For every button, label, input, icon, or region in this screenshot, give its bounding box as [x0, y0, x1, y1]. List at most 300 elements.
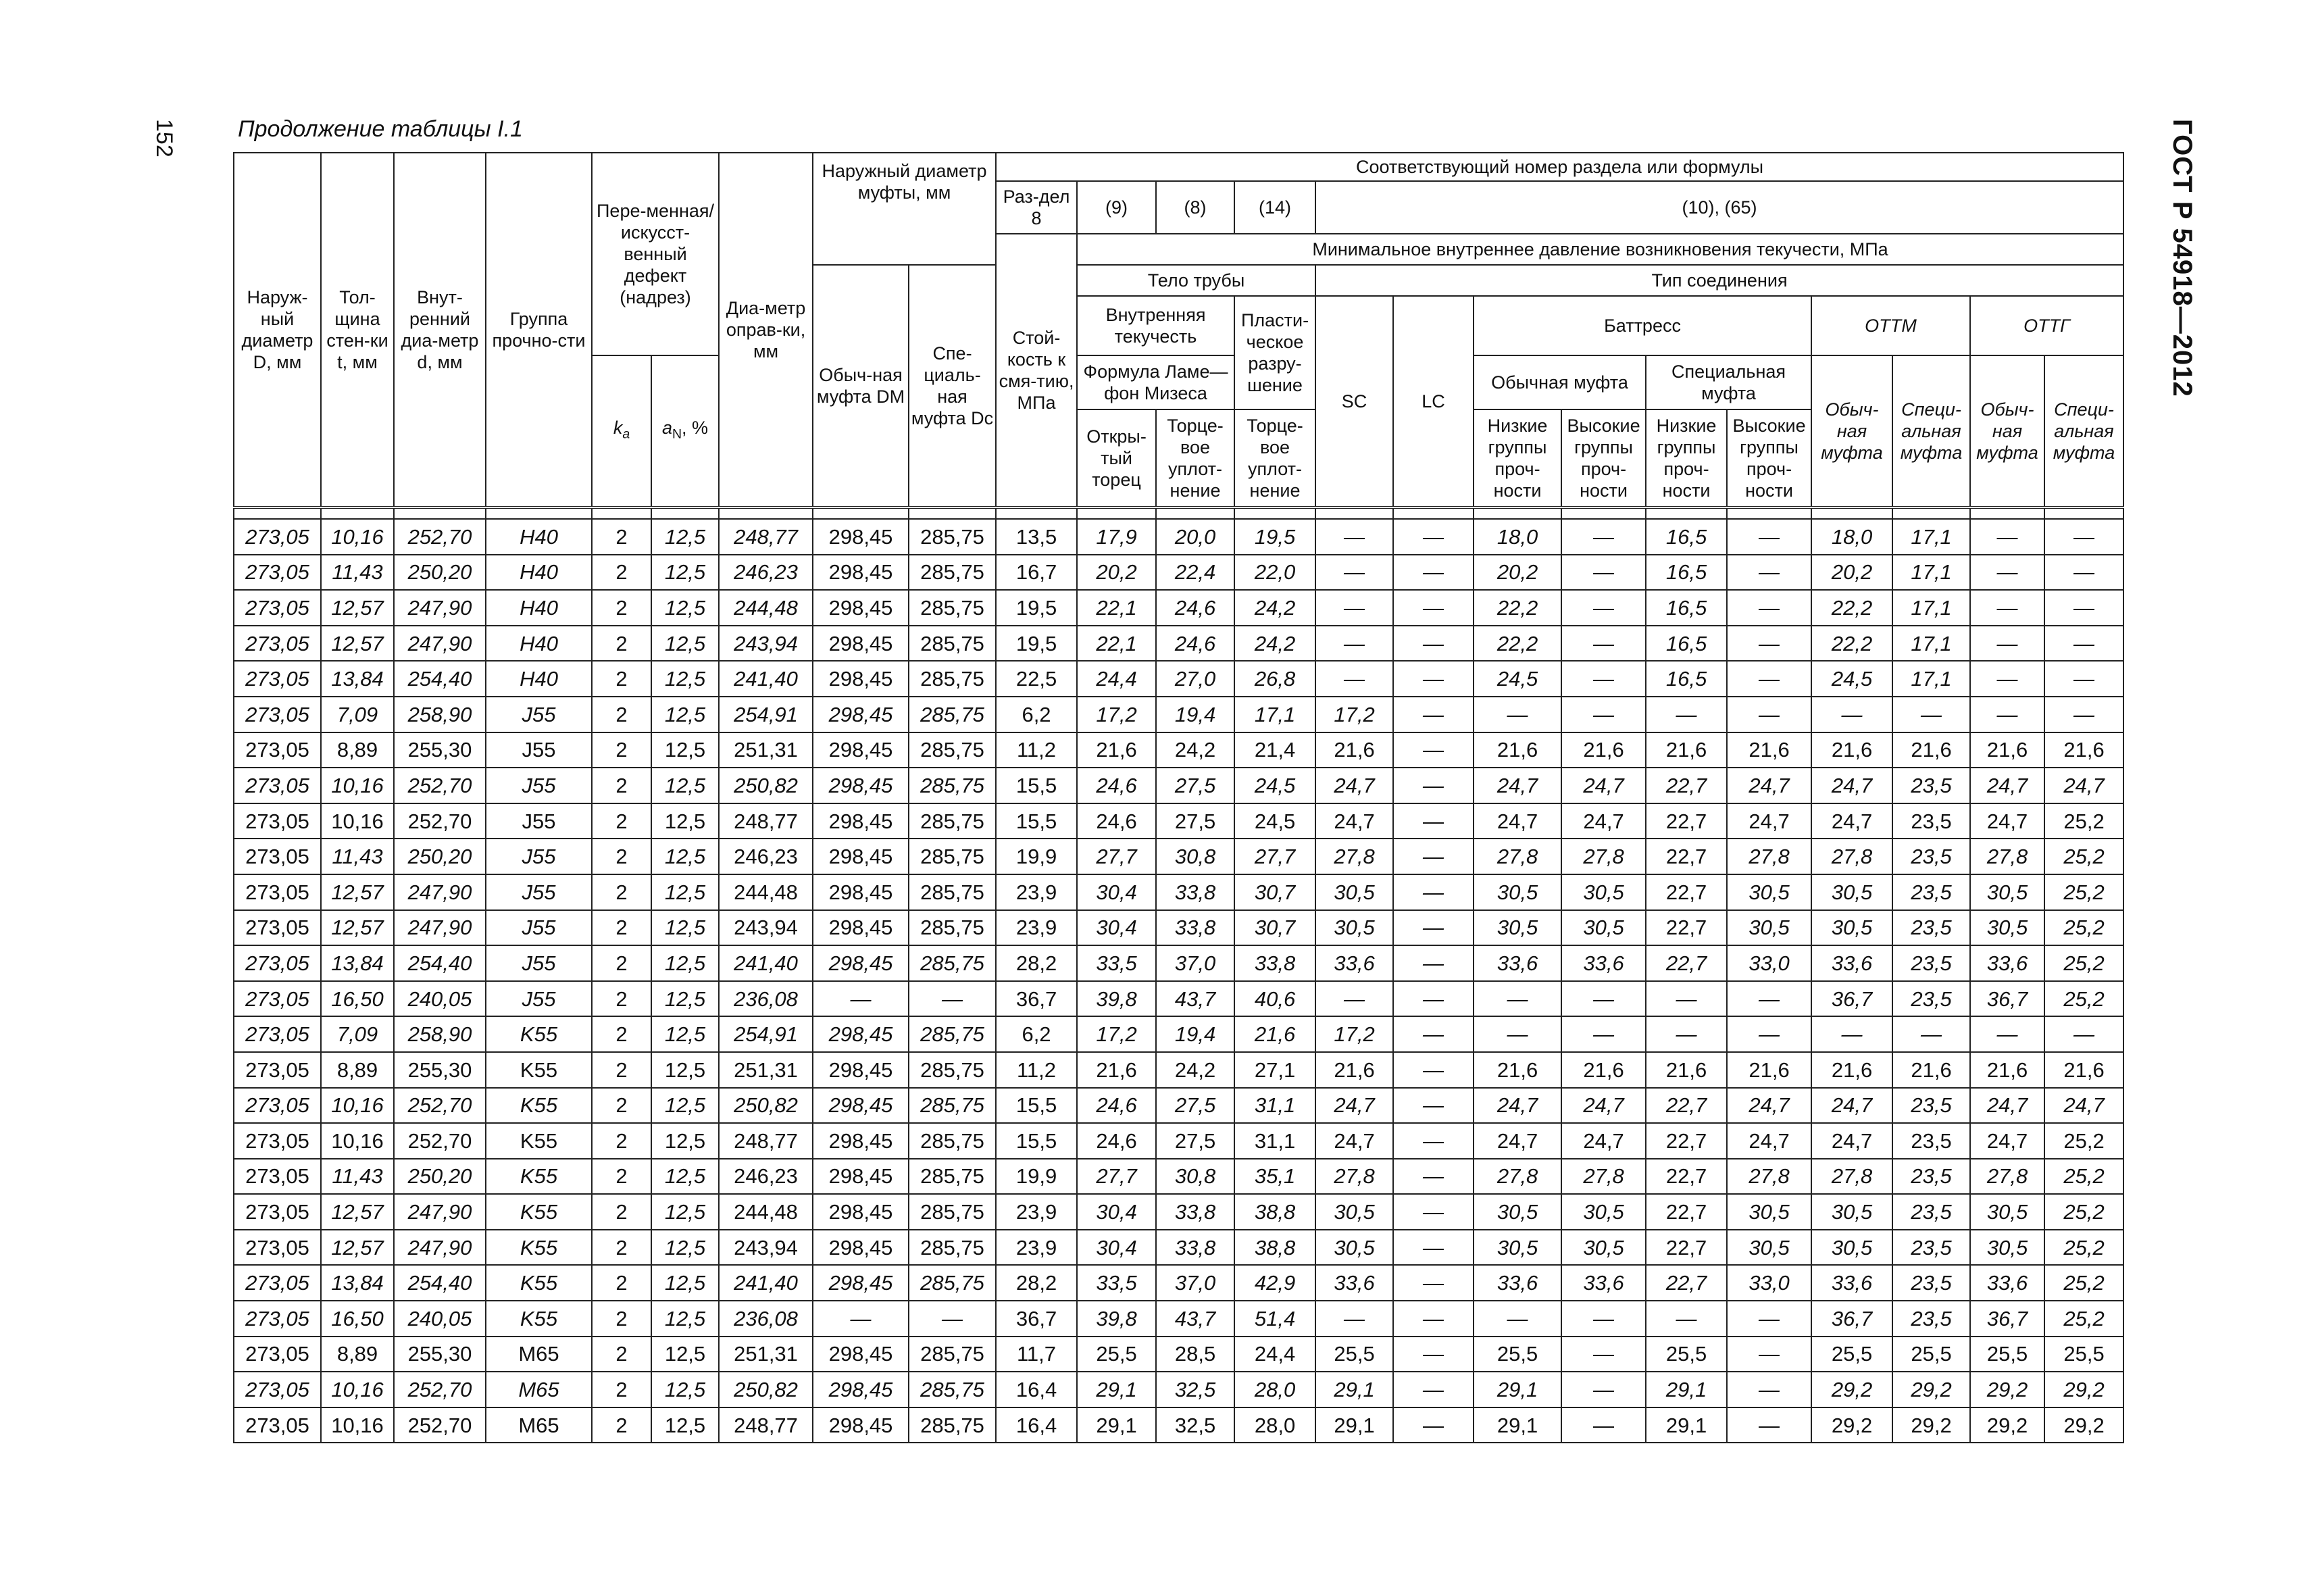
table-cell: 24,4 — [1234, 1337, 1315, 1372]
table-cell: 24,6 — [1156, 590, 1234, 626]
table-cell: 22,7 — [1646, 874, 1727, 910]
table-cell: 298,45 — [813, 1407, 909, 1443]
table-cell: 24,7 — [1970, 803, 2044, 839]
table-cell: 244,48 — [719, 590, 813, 626]
table-cell: — — [1892, 697, 1970, 732]
table-cell: 285,75 — [909, 803, 996, 839]
table-cell: 273,05 — [234, 1052, 321, 1088]
table-cell: 31,1 — [1234, 1123, 1315, 1159]
table-cell: — — [1561, 1301, 1646, 1337]
table-cell: — — [1315, 626, 1393, 662]
table-cell: 2 — [592, 697, 651, 732]
table-cell: 27,8 — [1315, 839, 1393, 874]
table-cell: 21,6 — [1892, 1052, 1970, 1088]
table-cell: 16,4 — [996, 1372, 1077, 1407]
table-cell: 17,1 — [1892, 519, 1970, 555]
table-row — [234, 945, 2123, 981]
table-cell: 2 — [592, 626, 651, 662]
section-title: Соответствующий номер раздела или формулы — [996, 153, 2123, 181]
table-cell: 19,9 — [996, 839, 1077, 874]
table-cell: 30,5 — [1970, 910, 2044, 946]
table-cell: 10,16 — [321, 768, 394, 803]
table-cell: 25,2 — [2044, 1194, 2123, 1230]
table-cell: — — [909, 981, 996, 1017]
table-cell: 240,05 — [394, 1301, 486, 1337]
table-cell: 273,05 — [234, 1337, 321, 1372]
table-cell: 23,5 — [1892, 1123, 1970, 1159]
table-cell: 298,45 — [813, 1372, 909, 1407]
table-cell: 30,5 — [1811, 874, 1892, 910]
table-cell: 2 — [592, 555, 651, 591]
table-cell: — — [1393, 1265, 1474, 1301]
page-number: 152 — [151, 119, 177, 157]
table-cell: 23,5 — [1892, 1265, 1970, 1301]
coupling-special-label: Спе-циаль-ная муфта Dc — [911, 343, 994, 428]
table-cell: 25,2 — [2044, 803, 2123, 839]
table-cell: 25,5 — [1315, 1337, 1393, 1372]
table-cell: — — [1393, 1016, 1474, 1052]
table-cell: 248,77 — [719, 1407, 813, 1443]
table-cell: 30,5 — [1970, 1230, 2044, 1266]
table-cell: 21,6 — [1561, 732, 1646, 768]
table-cell: K55 — [486, 1230, 592, 1266]
table-cell: J55 — [486, 768, 592, 803]
table-row — [234, 1123, 2123, 1159]
table-cell: 16,5 — [1646, 519, 1727, 555]
table-cell: — — [2044, 697, 2123, 732]
table-row — [234, 1159, 2123, 1195]
table-cell: 31,1 — [1234, 1088, 1315, 1124]
table-cell: 33,5 — [1077, 945, 1156, 981]
table-cell: 2 — [592, 874, 651, 910]
table-cell: 285,75 — [909, 1088, 996, 1124]
table-row — [234, 626, 2123, 662]
table-cell: 30,5 — [1315, 1194, 1393, 1230]
table-cell: 2 — [592, 839, 651, 874]
table-cell: — — [1727, 697, 1811, 732]
table-cell: 24,4 — [1077, 661, 1156, 697]
table-cell: — — [2044, 519, 2123, 555]
table-cell: 243,94 — [719, 1230, 813, 1266]
table-cell: 21,6 — [1970, 1052, 2044, 1088]
table-cell: 23,5 — [1892, 803, 1970, 839]
table-cell: 285,75 — [909, 732, 996, 768]
table-cell: 23,9 — [996, 1194, 1077, 1230]
table-cell: 19,5 — [996, 626, 1077, 662]
table-cell: 285,75 — [909, 555, 996, 591]
table-cell: 285,75 — [909, 697, 996, 732]
table-cell: 27,8 — [1727, 839, 1811, 874]
table-cell: — — [1393, 945, 1474, 981]
table-cell: 24,7 — [1561, 803, 1646, 839]
table-cell: 25,2 — [2044, 1230, 2123, 1266]
table-cell: 29,1 — [1077, 1407, 1156, 1443]
table-cell: 285,75 — [909, 1159, 996, 1195]
table-cell: 35,1 — [1234, 1159, 1315, 1195]
table-cell: 273,05 — [234, 626, 321, 662]
table-cell: 243,94 — [719, 910, 813, 946]
table-cell: 21,6 — [1892, 732, 1970, 768]
table-cell: 2 — [592, 981, 651, 1017]
table-cell: 252,70 — [394, 519, 486, 555]
table-cell: 24,7 — [1811, 803, 1892, 839]
table-cell: — — [1393, 626, 1474, 662]
table-cell: 22,2 — [1474, 590, 1561, 626]
table-cell: — — [1561, 1337, 1646, 1372]
buttress-special-title: Специальная муфта — [1646, 355, 1811, 409]
table-cell: 23,5 — [1892, 981, 1970, 1017]
col-ka: $k_a$ — [592, 355, 651, 507]
table-cell: 12,5 — [651, 981, 719, 1017]
table-cell: — — [1393, 768, 1474, 803]
table-cell: 285,75 — [909, 874, 996, 910]
table-cell: 285,75 — [909, 1372, 996, 1407]
table-cell: 30,5 — [1474, 874, 1561, 910]
table-cell: — — [1970, 1016, 2044, 1052]
table-cell: 11,2 — [996, 732, 1077, 768]
table-cell: 22,0 — [1234, 555, 1315, 591]
table-cell: 273,05 — [234, 590, 321, 626]
table-cell: 250,82 — [719, 1372, 813, 1407]
table-cell: 33,6 — [1315, 1265, 1393, 1301]
table-cell: 33,8 — [1156, 874, 1234, 910]
table-cell: 17,1 — [1892, 590, 1970, 626]
table-cell: 29,2 — [1970, 1407, 2044, 1443]
table-cell: — — [1474, 697, 1561, 732]
table-cell: 25,2 — [2044, 945, 2123, 981]
table-cell: 298,45 — [813, 661, 909, 697]
table-cell: 255,30 — [394, 1052, 486, 1088]
buttress-title: Баттресс — [1474, 296, 1811, 355]
table-cell: 25,5 — [2044, 1337, 2123, 1372]
table-cell: 16,7 — [996, 555, 1077, 591]
table-cell: 273,05 — [234, 839, 321, 874]
table-cell: 27,8 — [1474, 839, 1561, 874]
table-cell: 25,5 — [1474, 1337, 1561, 1372]
table-cell: 15,5 — [996, 803, 1077, 839]
table-cell: 30,8 — [1156, 1159, 1234, 1195]
table-cell: — — [1393, 697, 1474, 732]
table-cell: 273,05 — [234, 1230, 321, 1266]
table-cell: 6,2 — [996, 697, 1077, 732]
table-cell: 21,6 — [1315, 1052, 1393, 1088]
conn-type-title: Тип соединения — [1315, 265, 2123, 296]
table-row — [234, 910, 2123, 946]
table-cell: 273,05 — [234, 697, 321, 732]
table-cell: 8,89 — [321, 732, 394, 768]
table-cell: 252,70 — [394, 1407, 486, 1443]
table-cell: 298,45 — [813, 590, 909, 626]
table-cell: 12,5 — [651, 590, 719, 626]
table-cell: 8,89 — [321, 1337, 394, 1372]
table-row — [234, 803, 2123, 839]
table-cell: 20,2 — [1811, 555, 1892, 591]
table-cell: 8,89 — [321, 1052, 394, 1088]
table-cell: 19,5 — [996, 590, 1077, 626]
table-cell: — — [1727, 1301, 1811, 1337]
table-cell: 25,5 — [1646, 1337, 1727, 1372]
table-row — [234, 1372, 2123, 1407]
table-cell: 23,5 — [1892, 1230, 1970, 1266]
table-cell: 247,90 — [394, 626, 486, 662]
col-lc: LC — [1393, 296, 1474, 507]
table-cell: 30,4 — [1077, 1194, 1156, 1230]
col-buttress-low-2: Низкие группы проч-ности — [1646, 409, 1727, 507]
table-row — [234, 1088, 2123, 1124]
table-cell: 33,6 — [1970, 1265, 2044, 1301]
table-cell: 285,75 — [909, 1265, 996, 1301]
table-cell: 22,7 — [1646, 945, 1727, 981]
table-cell: 17,2 — [1315, 1016, 1393, 1052]
col-ottg-regular: Обыч-ная муфта — [1970, 355, 2044, 507]
table-cell: 16,4 — [996, 1407, 1077, 1443]
table-cell: 30,5 — [1474, 1194, 1561, 1230]
table-cell: 246,23 — [719, 839, 813, 874]
table-cell: 12,5 — [651, 732, 719, 768]
table-cell: 252,70 — [394, 768, 486, 803]
table-cell: — — [813, 981, 909, 1017]
table-cell: 24,2 — [1234, 590, 1315, 626]
table-cell: 298,45 — [813, 1230, 909, 1266]
table-cell: 24,7 — [1811, 768, 1892, 803]
table-cell: — — [1561, 1372, 1646, 1407]
table-row — [234, 1301, 2123, 1337]
table-row — [234, 1407, 2123, 1443]
table-cell: — — [1393, 1088, 1474, 1124]
table-cell: 24,7 — [1811, 1123, 1892, 1159]
table-cell: 27,0 — [1156, 661, 1234, 697]
col-end-seal-2: Торце-вое уплот-нение — [1234, 409, 1315, 507]
table-cell: — — [1315, 590, 1393, 626]
table-cell: 241,40 — [719, 945, 813, 981]
table-cell: H40 — [486, 555, 592, 591]
table-cell: 22,4 — [1156, 555, 1234, 591]
table-cell: K55 — [486, 1159, 592, 1195]
table-cell: 21,6 — [1811, 1052, 1892, 1088]
table-cell: 28,2 — [996, 1265, 1077, 1301]
table-cell: K55 — [486, 1265, 592, 1301]
table-cell: 24,7 — [1561, 1123, 1646, 1159]
table-cell: 22,7 — [1646, 839, 1727, 874]
table-cell: — — [1727, 1407, 1811, 1443]
table-cell: 23,5 — [1892, 768, 1970, 803]
table-cell: M65 — [486, 1407, 592, 1443]
table-cell: 12,5 — [651, 945, 719, 981]
table-cell: 236,08 — [719, 1301, 813, 1337]
table-cell: 17,2 — [1077, 1016, 1156, 1052]
table-cell: 17,2 — [1315, 697, 1393, 732]
table-cell: — — [1892, 1016, 1970, 1052]
table-cell: 36,7 — [996, 981, 1077, 1017]
table-cell: 285,75 — [909, 661, 996, 697]
table-cell: 43,7 — [1156, 981, 1234, 1017]
table-cell: 32,5 — [1156, 1372, 1234, 1407]
table-cell: 20,0 — [1156, 519, 1234, 555]
table-cell: 273,05 — [234, 945, 321, 981]
table-cell: 273,05 — [234, 1123, 321, 1159]
table-cell: 38,8 — [1234, 1230, 1315, 1266]
table-cell: 12,57 — [321, 1194, 394, 1230]
table-cell: — — [1393, 661, 1474, 697]
table-cell: 255,30 — [394, 732, 486, 768]
table-cell: 12,5 — [651, 1265, 719, 1301]
table-cell: 22,2 — [1474, 626, 1561, 662]
table-cell: 27,5 — [1156, 768, 1234, 803]
table-cell: 252,70 — [394, 1123, 486, 1159]
table-cell: 241,40 — [719, 1265, 813, 1301]
table-cell: 29,2 — [1892, 1407, 1970, 1443]
table-cell: H40 — [486, 661, 592, 697]
table-cell: 2 — [592, 1407, 651, 1443]
table-cell: 258,90 — [394, 697, 486, 732]
table-cell: 29,1 — [1474, 1407, 1561, 1443]
table-cell: 2 — [592, 1265, 651, 1301]
table-cell: 23,5 — [1892, 1301, 1970, 1337]
table-cell: 25,2 — [2044, 910, 2123, 946]
table-cell: — — [1727, 1372, 1811, 1407]
table-cell: — — [1970, 697, 2044, 732]
table-cell: 2 — [592, 803, 651, 839]
table-cell: 298,45 — [813, 1088, 909, 1124]
table-cell: 24,5 — [1811, 661, 1892, 697]
table-cell: 30,5 — [1561, 1194, 1646, 1230]
table-cell: 25,5 — [1077, 1337, 1156, 1372]
table-cell: 30,5 — [1811, 910, 1892, 946]
table-cell: 22,7 — [1646, 1123, 1727, 1159]
table-cell: 251,31 — [719, 1052, 813, 1088]
table-cell: 33,8 — [1156, 1230, 1234, 1266]
table-cell: 247,90 — [394, 1194, 486, 1230]
table-cell: 16,5 — [1646, 626, 1727, 662]
table-cell: 30,5 — [1315, 910, 1393, 946]
table-cell: 30,5 — [1315, 874, 1393, 910]
table-cell: — — [1393, 1123, 1474, 1159]
table-cell: 2 — [592, 1052, 651, 1088]
col-buttress-high-2: Высокие группы проч-ности — [1727, 409, 1811, 507]
table-cell: 15,5 — [996, 1123, 1077, 1159]
table-cell: 13,84 — [321, 661, 394, 697]
table-cell: — — [1393, 1230, 1474, 1266]
table-cell: 7,09 — [321, 697, 394, 732]
table-cell: — — [1727, 661, 1811, 697]
table-cell: 23,5 — [1892, 1159, 1970, 1195]
col-coupling-od: Наружный диаметр муфты, мм — [813, 153, 996, 265]
table-cell: 19,4 — [1156, 1016, 1234, 1052]
table-cell: — — [1393, 1407, 1474, 1443]
table-cell: 12,5 — [651, 803, 719, 839]
table-cell: 27,8 — [1811, 1159, 1892, 1195]
table-cell: 29,2 — [1970, 1372, 2044, 1407]
formula9-ref: (9) — [1077, 181, 1156, 234]
col-coupling-regular — [813, 265, 909, 507]
table-cell: — — [1393, 981, 1474, 1017]
table-cell: 252,70 — [394, 1372, 486, 1407]
table-cell: 241,40 — [719, 661, 813, 697]
table-cell: — — [1811, 1016, 1892, 1052]
table-cell: 298,45 — [813, 555, 909, 591]
table-cell: 21,4 — [1234, 732, 1315, 768]
table-cell: 29,2 — [2044, 1372, 2123, 1407]
table-cell: 27,8 — [1474, 1159, 1561, 1195]
table-cell: 254,40 — [394, 661, 486, 697]
table-cell: 13,84 — [321, 1265, 394, 1301]
table-cell: 24,7 — [1561, 1088, 1646, 1124]
table-cell: 36,7 — [1811, 981, 1892, 1017]
table-cell: K55 — [486, 1052, 592, 1088]
table-cell: 2 — [592, 910, 651, 946]
table-cell: 39,8 — [1077, 981, 1156, 1017]
table-cell: 23,9 — [996, 1230, 1077, 1266]
table-cell: — — [1561, 981, 1646, 1017]
table-cell: 22,2 — [1811, 626, 1892, 662]
table-cell: 16,5 — [1646, 661, 1727, 697]
table-cell: 30,5 — [1474, 1230, 1561, 1266]
table-cell: 25,2 — [2044, 839, 2123, 874]
table-cell: 24,7 — [1474, 1088, 1561, 1124]
table-cell: 23,9 — [996, 874, 1077, 910]
table-cell: — — [1393, 1301, 1474, 1337]
table-cell: — — [1393, 555, 1474, 591]
table-cell: 16,5 — [1646, 555, 1727, 591]
pipe-body-title: Тело трубы — [1077, 265, 1315, 296]
col-defect: Пере-менная/ искусст-венный дефект (надрез) — [592, 153, 719, 355]
table-cell: — — [1811, 697, 1892, 732]
table-cell: 51,4 — [1234, 1301, 1315, 1337]
table-cell: 248,77 — [719, 519, 813, 555]
table-cell: 24,5 — [1474, 661, 1561, 697]
table-cell: 21,6 — [1315, 732, 1393, 768]
table-cell: 28,2 — [996, 945, 1077, 981]
internal-yield-title: Внутренняя текучесть — [1077, 296, 1234, 355]
table-cell: 37,0 — [1156, 1265, 1234, 1301]
table-cell: 33,6 — [1474, 945, 1561, 981]
table-cell: 30,5 — [1474, 910, 1561, 946]
table-row — [234, 981, 2123, 1017]
table-cell: 298,45 — [813, 1194, 909, 1230]
table-cell: — — [1474, 981, 1561, 1017]
table-row — [234, 1337, 2123, 1372]
table-cell: J55 — [486, 981, 592, 1017]
col-open-end: Откры-тый торец — [1077, 409, 1156, 507]
table-cell: 285,75 — [909, 910, 996, 946]
ottm-title: ОТТМ — [1811, 296, 1970, 355]
table-cell: 22,1 — [1077, 590, 1156, 626]
table-cell: 243,94 — [719, 626, 813, 662]
table-cell: 24,2 — [1156, 732, 1234, 768]
col-wall-thickness: Тол-щина стен-ки t, мм — [321, 153, 394, 507]
table-cell: 21,6 — [1970, 732, 2044, 768]
table-cell: K55 — [486, 1301, 592, 1337]
table-cell: 298,45 — [813, 1016, 909, 1052]
col-strength-group: Группа прочно-сти — [486, 153, 592, 507]
table-cell: 16,50 — [321, 981, 394, 1017]
table-cell: 22,2 — [1811, 590, 1892, 626]
table-cell: 248,77 — [719, 1123, 813, 1159]
table-cell: — — [1393, 910, 1474, 946]
table-cell: 20,2 — [1077, 555, 1156, 591]
table-cell: 22,7 — [1646, 1194, 1727, 1230]
table-cell: 2 — [592, 1123, 651, 1159]
table-cell: 12,5 — [651, 1337, 719, 1372]
table-cell: 285,75 — [909, 1230, 996, 1266]
table-cell: 33,5 — [1077, 1265, 1156, 1301]
table-cell: 36,7 — [1970, 1301, 2044, 1337]
table-cell: 25,2 — [2044, 1123, 2123, 1159]
table-cell: 33,6 — [1315, 945, 1393, 981]
table-cell: 273,05 — [234, 874, 321, 910]
table-cell: J55 — [486, 945, 592, 981]
table-row — [234, 519, 2123, 555]
